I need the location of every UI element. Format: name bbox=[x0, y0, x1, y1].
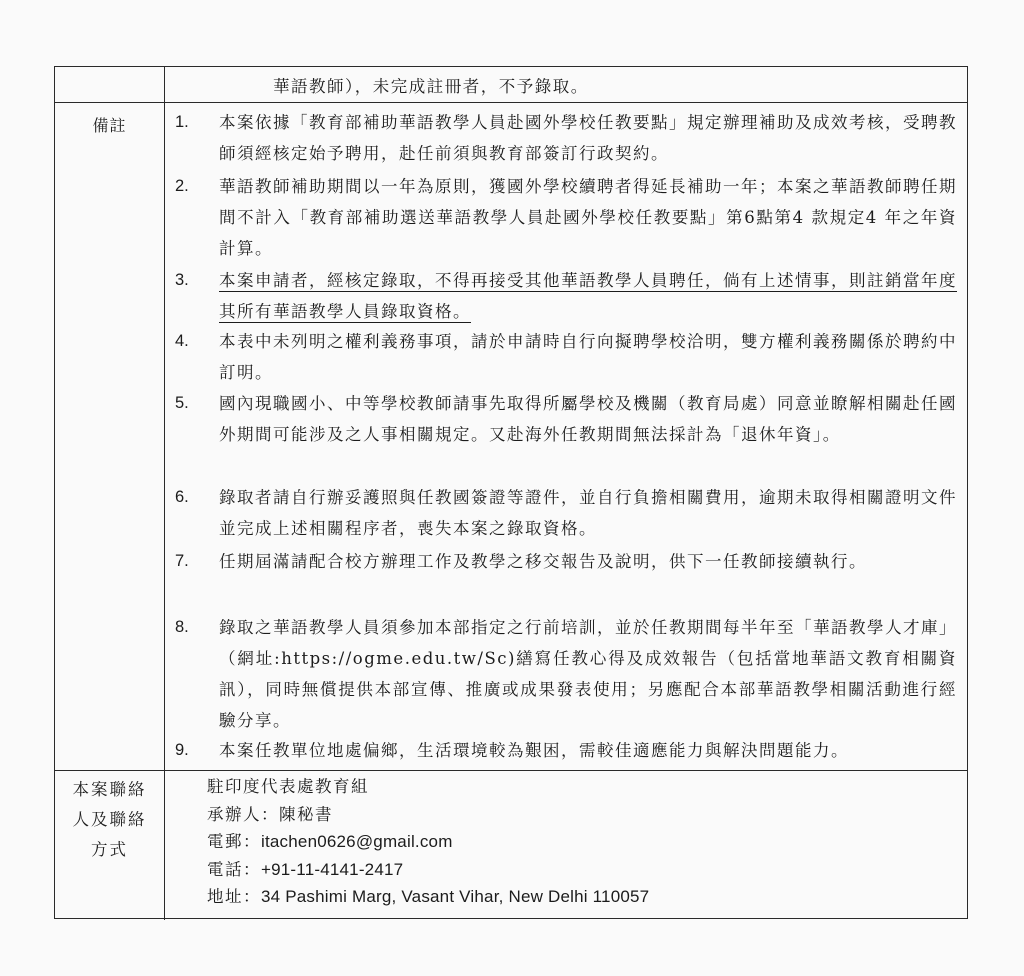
remark-number: 7. bbox=[175, 552, 189, 570]
contact-email bbox=[207, 828, 649, 856]
contact-label-line: 本案聯絡 bbox=[72, 780, 147, 799]
remark-number: 1. bbox=[175, 113, 189, 131]
phone-value: +91-11-4141-2417 bbox=[261, 859, 404, 879]
contact-office bbox=[207, 773, 649, 801]
continued-text: 華語教師），未完成註冊者，不予錄取。 bbox=[273, 77, 589, 96]
remark-text-underlined: 本案申請者，經核定錄取，不得再接受其他華語教學人員聘任，倘有上述情事，則註銷當年度其所有華語教學人員錄取資格。 bbox=[219, 271, 957, 321]
remark-number: 5. bbox=[175, 394, 189, 412]
email-label: 電郵： bbox=[207, 832, 261, 851]
contact-label-cell bbox=[55, 771, 165, 920]
remark-text: 任期屆滿請配合校方辦理工作及教學之移交報告及說明，供下一任教師接續執行。 bbox=[219, 552, 867, 571]
contact-address bbox=[207, 883, 649, 911]
continued-row-label-cell bbox=[55, 67, 165, 102]
remark-text: 本表中未列明之權利義務事項，請於申請時自行向擬聘學校洽明，雙方權利義務關係於聘約中訂明。 bbox=[219, 332, 957, 382]
office-name: 駐印度代表處教育組 bbox=[207, 777, 369, 796]
address-label: 地址： bbox=[207, 887, 261, 906]
contact-label bbox=[55, 775, 164, 865]
address-value: 34 Pashimi Marg, Vasant Vihar, New Delhi 110057 bbox=[261, 887, 650, 906]
contact-row bbox=[55, 771, 967, 920]
contact-label-line: 方式 bbox=[91, 840, 128, 859]
remarks-label: 備註 bbox=[55, 103, 165, 770]
remark-text: 錄取者請自行辦妥護照與任教國簽證等證件，並自行負擔相關費用，逾期未取得相關證明文件並完成上述相關程序者，喪失本案之錄取資格。 bbox=[219, 488, 957, 538]
contact-label-line: 人及聯絡 bbox=[72, 810, 147, 829]
document-table bbox=[54, 66, 968, 919]
continued-row-content-cell bbox=[165, 67, 967, 102]
contact-details bbox=[207, 773, 649, 911]
contact-phone bbox=[207, 856, 649, 884]
remark-text: 本案依據「教育部補助華語教學人員赴國外學校任教要點」規定辦理補助及成效考核，受聘教師須經核定始予聘用，赴任前須與教育部簽訂行政契約。 bbox=[219, 113, 957, 163]
remark-number: 8. bbox=[175, 618, 189, 636]
remarks-content-cell bbox=[165, 103, 967, 770]
remark-text: 華語教師補助期間以一年為原則，獲國外學校續聘者得延長補助一年；本案之華語教師聘任期間不計入「教育部補助選送華語教學人員赴國外學校任教要點」第6點第4 款規定4 年之年資計算。 bbox=[219, 177, 957, 258]
handler-name: 陳秘書 bbox=[279, 804, 333, 824]
remark-text: 本案任教單位地處偏鄉，生活環境較為艱困，需較佳適應能力與解決問題能力。 bbox=[219, 741, 849, 760]
remarks-row bbox=[55, 103, 967, 771]
phone-label: 電話： bbox=[207, 859, 261, 879]
remark-number: 6. bbox=[175, 488, 189, 506]
remark-text: 錄取之華語教學人員須參加本部指定之行前培訓，並於任教期間每半年至「華語教學人才庫」（網址:https://ogme.edu.tw/Sc)繕寫任教心得及成效報告（包括當地華語文教育相關資訊），同時無償提供本部宣傳、推廣或成果發表使用；另應配合本部華語教學相關活動進行經驗分享。 bbox=[219, 618, 957, 730]
contact-handler bbox=[207, 801, 649, 829]
remark-number: 9. bbox=[175, 741, 189, 759]
contact-content-cell bbox=[165, 771, 967, 920]
handler-label: 承辦人： bbox=[207, 804, 279, 824]
remark-number: 2. bbox=[175, 177, 189, 195]
remark-text: 國內現職國小、中等學校教師請事先取得所屬學校及機關（教育局處）同意並瞭解相關赴任國外期間可能涉及之人事相關規定。又赴海外任教期間無法採計為「退休年資」。 bbox=[219, 394, 957, 444]
remark-number: 4. bbox=[175, 332, 189, 350]
continued-row bbox=[55, 67, 967, 103]
remark-number: 3. bbox=[175, 271, 189, 289]
email-value: itachen0626@gmail.com bbox=[261, 832, 453, 851]
